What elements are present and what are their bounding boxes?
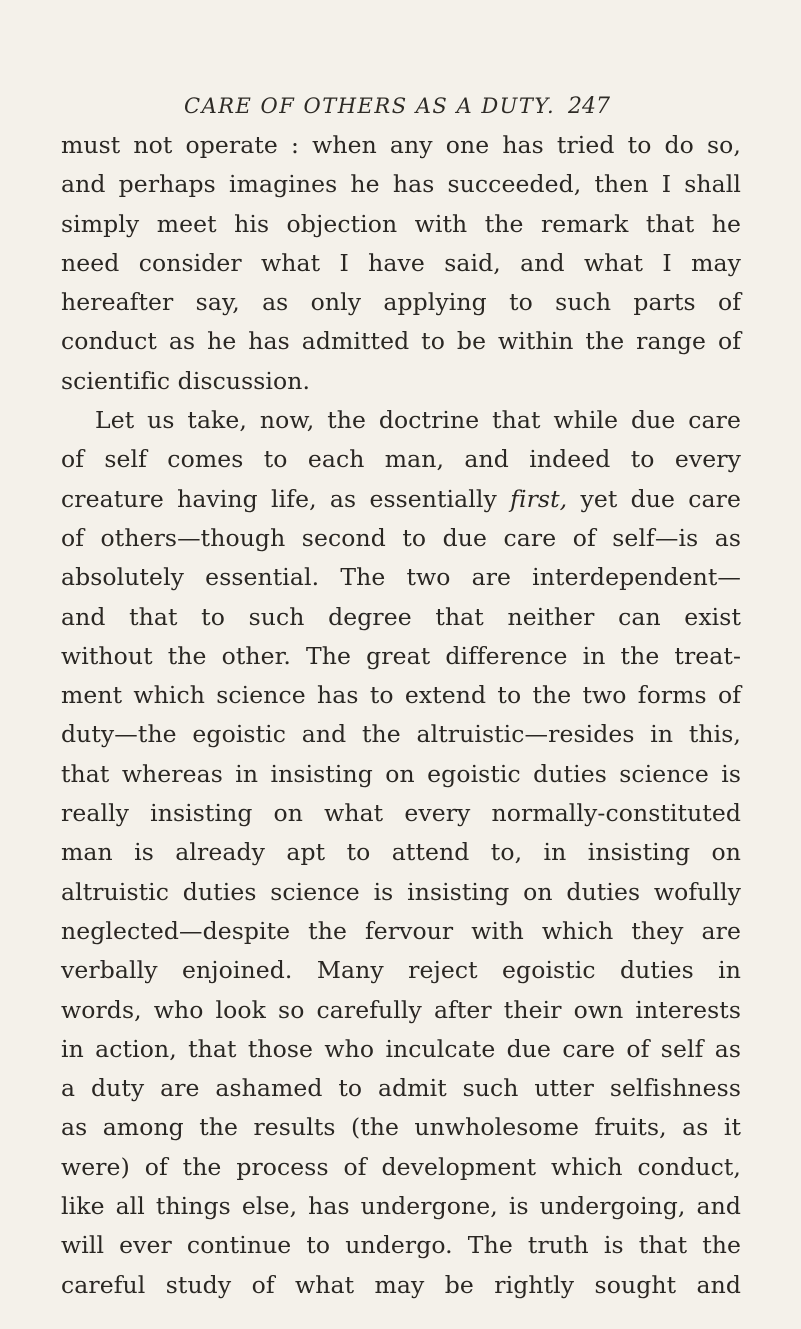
running-head-title: CARE OF OTHERS AS A DUTY. [184, 94, 556, 118]
text-line: that whereas in insisting on egoistic duties science is [61, 759, 741, 788]
text-line: conduct as he has admitted to be within the range of [61, 327, 741, 356]
text-line: in action, that those who inculcate due care of self as [61, 1034, 741, 1063]
text-line: like all things else, has undergone, is undergoing, and [61, 1192, 741, 1221]
text-line: man is already apt to attend to, in insisting on [61, 838, 741, 867]
text-line: scientific discussion. [61, 366, 311, 395]
text-line: altruistic duties science is insisting on duties wofully [61, 877, 741, 906]
text-line: need consider what I have said, and what I may [61, 248, 741, 277]
italic-emphasis: first, [510, 484, 568, 513]
text-line: without the other. The great difference in the treat- [61, 641, 741, 670]
body-text [61, 126, 741, 1305]
page-number: 247 [568, 94, 610, 119]
text-line: duty—the egoistic and the altruistic—resides in this, [61, 720, 741, 749]
text-line: must not operate : when any one has tried to do so, [61, 131, 741, 159]
text-line-with-italic [61, 480, 741, 519]
text-line: ment which science has to extend to the two forms of [61, 681, 741, 710]
text-line: hereafter say, as only applying to such parts of [61, 288, 741, 317]
text-segment: creature having life, as essentially [61, 484, 511, 513]
text-line: as among the results (the unwholesome fruits, as it [61, 1113, 741, 1142]
text-line: of self comes to each man, and indeed to every [61, 445, 741, 474]
text-line: of others—though second to due care of self—is as [61, 523, 741, 552]
text-line: careful study of what may be rightly sought and [61, 1270, 741, 1299]
text-line: absolutely essential. The two are interdependent— [61, 563, 741, 592]
text-segment: yet due care [567, 484, 741, 513]
text-line: a duty are ashamed to admit such utter selfishness [61, 1074, 741, 1103]
text-line: words, who look so carefully after their own interests [61, 995, 741, 1024]
text-line: and that to such degree that neither can exist [61, 602, 741, 631]
text-line: verbally enjoined. Many reject egoistic duties in [61, 956, 741, 985]
text-line: and perhaps imagines he has succeeded, then I shall [61, 170, 741, 199]
text-line: simply meet his objection with the remark that he [61, 209, 741, 238]
paragraph-start-line: Let us take, now, the doctrine that while due care [95, 406, 741, 435]
text-line: will ever continue to undergo. The truth is that the [61, 1231, 741, 1260]
text-line: neglected—despite the fervour with which they are [61, 916, 741, 945]
text-line: were) of the process of development which conduct, [61, 1152, 741, 1181]
text-line: really insisting on what every normally-constituted [61, 799, 741, 828]
